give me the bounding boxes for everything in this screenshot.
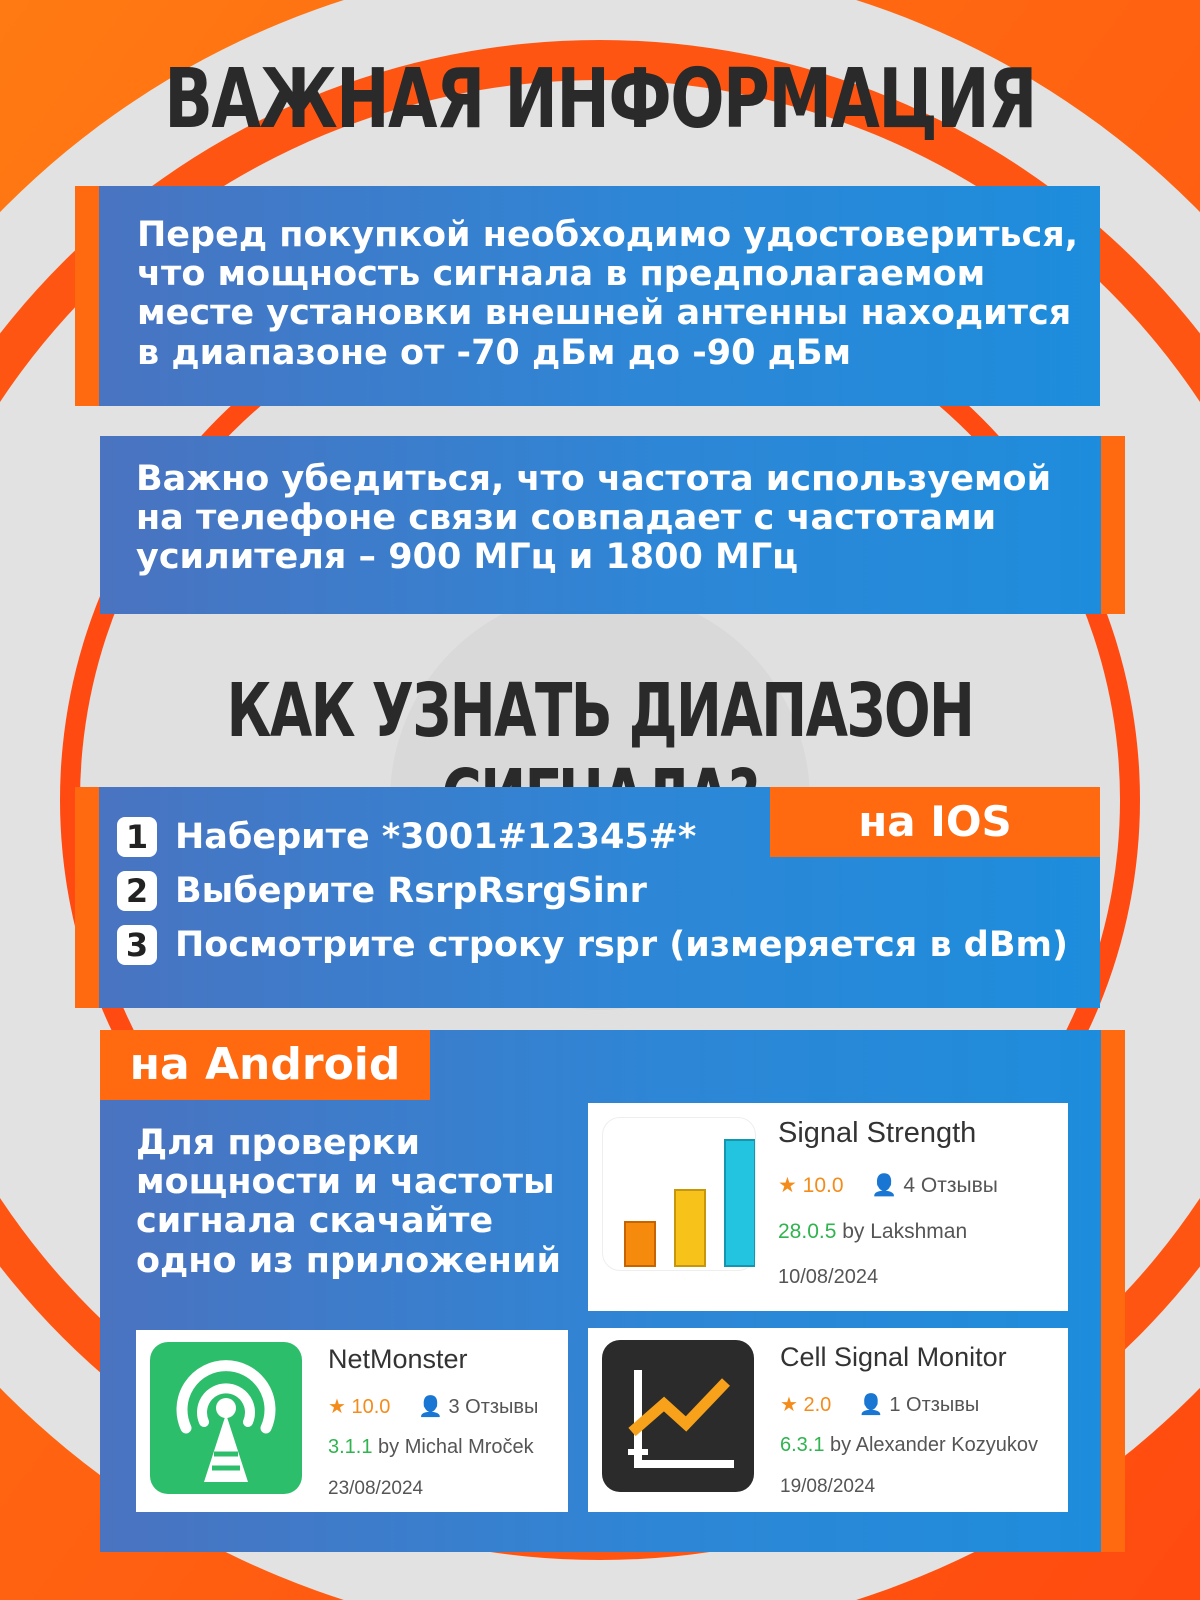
app-name: NetMonster [328, 1344, 468, 1374]
info-card-frequency [100, 436, 1125, 614]
step-number: 3 [117, 925, 157, 965]
section-title: КАК УЗНАТЬ ДИАПАЗОН [226, 668, 974, 754]
antenna-icon [150, 1342, 302, 1494]
ios-instructions-card [75, 787, 1100, 1008]
star-icon: ★ [780, 1394, 798, 1416]
app-author: by Michal Mroček [378, 1436, 534, 1458]
ios-tag: на IOS [770, 787, 1100, 857]
ios-step [117, 925, 1068, 965]
accent-stripe [1101, 1030, 1125, 1552]
app-rating: 10.0 [351, 1396, 391, 1418]
app-date: 10/08/2024 [778, 1266, 879, 1288]
app-card-cell-signal-monitor[interactable] [588, 1328, 1068, 1512]
star-icon: ★ [778, 1174, 797, 1197]
step-text: Выберите RsrpRsrgSinr [175, 871, 647, 911]
app-name: Signal Strength [778, 1117, 977, 1149]
app-version: 6.3.1 [780, 1434, 825, 1456]
info-text-signal-range: Перед покупкой необходимо удостовериться, что мощность сигнала в предполагаемом месте установки внешней антенны находится в диапазоне от -70 дБм до -90 дБм [137, 215, 1079, 373]
version-row [778, 1220, 967, 1244]
rating-row [328, 1394, 538, 1419]
ios-step [117, 817, 696, 857]
app-date: 19/08/2024 [780, 1476, 876, 1497]
user-icon: 👤 [858, 1394, 884, 1416]
app-author: by Alexander Kozyukov [830, 1434, 1038, 1456]
user-icon: 👤 [418, 1396, 443, 1418]
app-reviews: 3 Отзывы [448, 1396, 539, 1418]
step-number: 2 [117, 871, 157, 911]
android-instructions-text: Для проверки мощности и частоты сигнала скачайте одно из приложений [136, 1123, 562, 1281]
step-text: Посмотрите строку rspr (измеряется в dBm) [175, 925, 1068, 965]
app-reviews: 4 Отзывы [903, 1174, 998, 1197]
version-row [780, 1434, 1038, 1457]
app-rating: 10.0 [802, 1174, 844, 1197]
line-chart-icon [602, 1340, 754, 1492]
app-reviews: 1 Отзывы [889, 1394, 980, 1416]
app-date: 23/08/2024 [328, 1478, 424, 1499]
star-icon: ★ [328, 1396, 346, 1418]
android-tag: на Android [100, 1030, 430, 1100]
android-apps-card [100, 1030, 1125, 1552]
accent-stripe [1101, 436, 1125, 614]
info-card-signal-range [75, 186, 1100, 406]
app-rating: 2.0 [803, 1394, 832, 1416]
info-text-frequency: Важно убедиться, что частота используемой на телефоне связи совпадает с частотами усилителя – 900 МГц и 1800 МГц [136, 459, 1052, 578]
app-author: by Lakshman [842, 1220, 968, 1243]
app-version: 28.0.5 [778, 1220, 837, 1243]
app-version: 3.1.1 [328, 1436, 373, 1458]
rating-row [780, 1392, 979, 1417]
ios-step [117, 871, 647, 911]
app-card-netmonster[interactable] [136, 1330, 568, 1512]
app-name: Cell Signal Monitor [780, 1342, 1007, 1372]
page-title: ВАЖНАЯ ИНФОРМАЦИЯ [164, 52, 1036, 147]
accent-stripe [75, 787, 99, 1008]
rating-row [778, 1173, 998, 1198]
step-text: Наберите *3001#12345#* [175, 817, 697, 857]
accent-stripe [75, 186, 99, 406]
version-row [328, 1436, 534, 1459]
step-number: 1 [117, 817, 157, 857]
app-card-signal-strength[interactable] [588, 1103, 1068, 1311]
signal-bars-icon [602, 1117, 756, 1271]
user-icon: 👤 [871, 1174, 898, 1197]
